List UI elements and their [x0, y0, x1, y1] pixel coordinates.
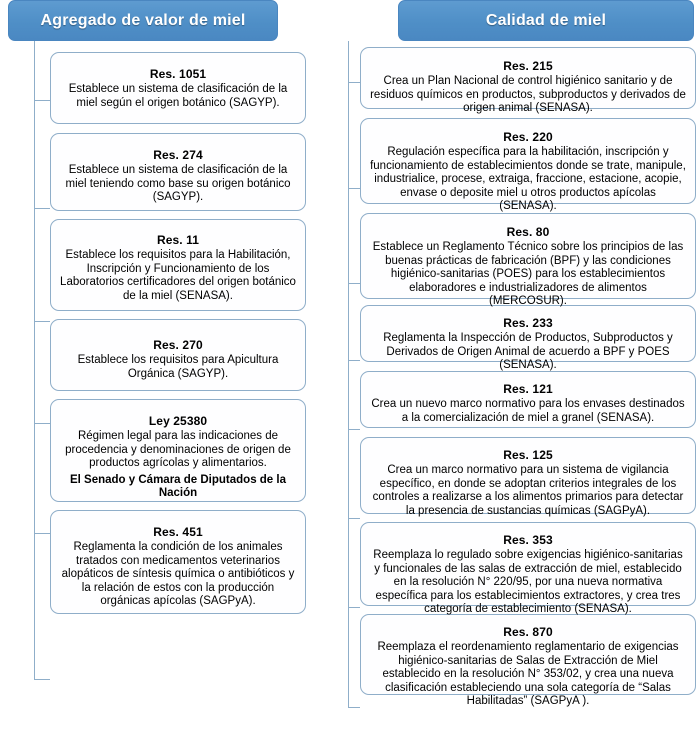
node-res-121[interactable] — [360, 371, 696, 428]
connector-trunk-left — [34, 41, 35, 679]
node-res-215[interactable] — [360, 47, 696, 115]
node-title: Res. 80 — [506, 225, 550, 239]
node-res-1051[interactable] — [50, 52, 306, 124]
node-title: Ley 25380 — [148, 414, 208, 428]
node-body: Establece un sistema de clasificación de la miel según el origen botánico (SAGYP). — [68, 83, 288, 109]
connector-stub-left-0 — [34, 100, 50, 101]
column-agregado-de-valor-de-miel — [8, 0, 338, 608]
connector-stub-right-4 — [348, 429, 360, 430]
node-ley-25380[interactable] — [50, 399, 306, 502]
node-title: Res. 121 — [503, 382, 553, 396]
node-list-left — [50, 52, 306, 623]
node-title: Res. 451 — [153, 525, 203, 539]
connector-stub-right-6 — [348, 607, 360, 608]
column-header-agregado-de-valor-de-miel[interactable]: Agregado de valor de miel — [8, 0, 278, 41]
node-body: Establece un sistema de clasificación de la miel teniendo como base su origen botánico (SAGYP). — [65, 164, 291, 204]
node-body: Establece los requisitos para Apicultura Orgánica (SAGYP). — [77, 354, 279, 380]
node-body: Regulación específica para la habilitación, inscripción y funcionamiento de establecimientos donde se trate, manipule, industrialice, procese, extraiga, fraccione, estacione, acopie, envase o deposite miel u otros productos apícolas (SENASA). — [370, 146, 686, 213]
node-res-270[interactable] — [50, 319, 306, 391]
connector-stub-right-2 — [348, 283, 360, 284]
connector-stub-right-5 — [348, 518, 360, 519]
node-title: Res. 870 — [503, 625, 553, 639]
node-body: Crea un nuevo marco normativo para los envases destinados a la comercialización de miel a granel (SENASA). — [371, 398, 685, 424]
node-res-80[interactable] — [360, 213, 696, 308]
node-res-353[interactable] — [360, 522, 696, 616]
node-res-125[interactable] — [360, 437, 696, 517]
node-res-870[interactable] — [360, 614, 696, 708]
connector-stub-right-0 — [348, 82, 360, 83]
connector-stub-right-7 — [348, 707, 360, 708]
node-body: Crea un Plan Nacional de control higiénico sanitario y de residuos químicos en productos, subproductos y derivados de origen animal (SENASA). — [370, 75, 686, 115]
connector-stub-left-2 — [34, 321, 50, 322]
node-title: Res. 125 — [503, 448, 553, 462]
node-body: Reemplaza el reordenamiento reglamentario de exigencias higiénico-sanitarias de Salas de Extracción de Miel establecido en la resolución N° 353/02, y crea una nueva clasificación estableciendo una sola categoría de “Salas Habilitadas” (SAGPyA ). — [377, 641, 679, 708]
connector-stub-left-1 — [34, 208, 50, 209]
node-title: Res. 1051 — [149, 67, 207, 81]
connector-stub-left-4 — [34, 533, 50, 534]
node-title: Res. 270 — [153, 338, 203, 352]
node-subtitle: El Senado y Cámara de Diputados de la Nación — [69, 473, 286, 500]
node-res-220[interactable] — [360, 118, 696, 213]
connector-stub-left-5 — [34, 679, 50, 680]
node-body: Régimen legal para las indicaciones de procedencia y denominaciones de origen de productos agrícolas y alimentarios. — [65, 430, 291, 470]
node-body: Establece un Reglamento Técnico sobre los principios de las buenas prácticas de fabricación (BPF) y las condiciones higiénico-sanitarias (POES) para los establecimientos elaboradores e industrializadores de alimentos (MERCOSUR). — [372, 241, 684, 308]
column-header-calidad-de-miel[interactable]: Calidad de miel — [398, 0, 694, 41]
connector-stub-left-3 — [34, 423, 50, 424]
column-calidad-de-miel — [350, 0, 696, 708]
node-title: Res. 274 — [153, 148, 203, 162]
node-body: Crea un marco normativo para un sistema de vigilancia específico, en donde se adoptan criterios integrales de los controles a realizarse a los alimentos primarios para detectar la presencia de sustancias químicas (SAGPyA). — [372, 464, 684, 517]
node-list-right — [360, 47, 696, 708]
node-title: Res. 233 — [503, 316, 553, 330]
node-body: Reglamenta la Inspección de Productos, Subproductos y Derivados de Origen Animal de acuerdo a BPF y POES (SENASA). — [383, 332, 673, 372]
node-title: Res. 220 — [503, 130, 553, 144]
node-res-451[interactable] — [50, 510, 306, 614]
connector-stub-right-3 — [348, 360, 360, 361]
node-title: Res. 353 — [503, 533, 553, 547]
node-body: Establece los requisitos para la Habilitación, Inscripción y Funcionamiento de los Laboratorios certificadores del origen botánico de la miel (SENASA). — [60, 249, 296, 302]
node-title: Res. 215 — [503, 59, 553, 73]
node-body: Reemplaza lo regulado sobre exigencias higiénico-sanitarias y funcionales de las salas de extracción de miel, establecido en la resolución N° 220/95, por una nueva normativa específica para los establecimientos extractores, y crea tres categoría de establecimiento (SENASA). — [373, 549, 683, 616]
node-res-274[interactable] — [50, 133, 306, 211]
node-body: Reglamenta la condición de los animales tratados con medicamentos veterinarios alopáticos de síntesis química o antibióticos y la relación de estos con la producción orgánicas apícolas (SAGPyA). — [61, 541, 295, 608]
node-res-11[interactable] — [50, 219, 306, 311]
node-res-233[interactable] — [360, 305, 696, 372]
connector-stub-right-1 — [348, 188, 360, 189]
node-title: Res. 11 — [156, 233, 200, 247]
